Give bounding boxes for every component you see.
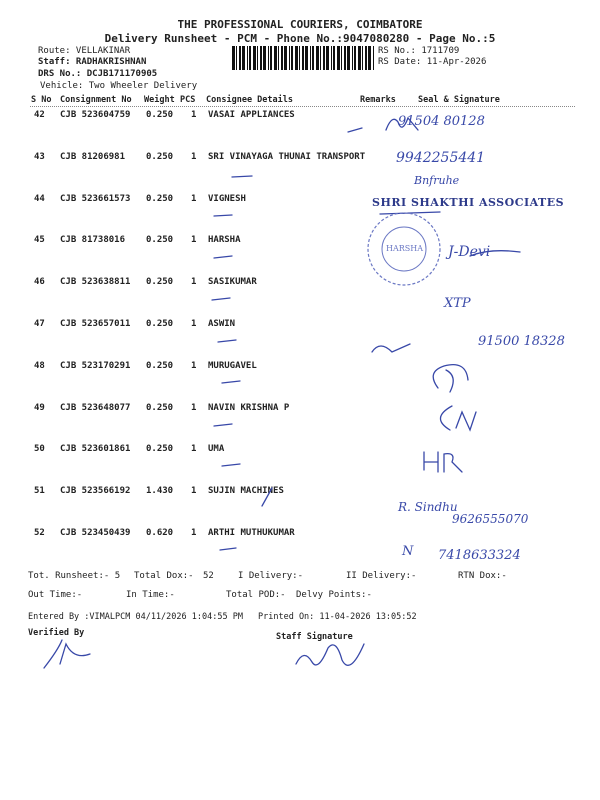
row-consignment-no: CJB 81738016 [60, 235, 126, 246]
out-time: Out Time:- [28, 590, 83, 600]
row-weight: 1.430 [146, 486, 174, 497]
row-sno: 49 [34, 402, 45, 413]
row-consignment-no: CJB 81206981 [60, 151, 126, 162]
row-consignee: MURUGAVEL [208, 360, 257, 371]
row-weight: 0.250 [146, 319, 174, 329]
handwritten-phone-47: 91500 18328 [478, 334, 565, 349]
round-stamp-45: HARSHA [386, 244, 424, 253]
route-label: Route: VELLAKINAR [38, 46, 131, 56]
total-dox-value: 52 [203, 571, 214, 581]
row-weight: 0.250 [146, 360, 174, 371]
staff-signature-label: Staff Signature [276, 632, 353, 642]
row-consignee: HARSHA [208, 235, 241, 246]
row-consignee: ARTHI MUTHUKUMAR [208, 528, 295, 538]
row-consignment-no: CJB 523648077 [60, 402, 131, 413]
handwritten-phone-52: 7418633324 [438, 548, 521, 563]
row-weight: 0.250 [146, 110, 174, 120]
row-consignee: UMA [208, 444, 225, 455]
verified-by-label: Verified By [28, 628, 85, 638]
col-header-consignment: Consignment No [60, 95, 132, 105]
total-pod: Total POD:- [226, 590, 286, 600]
col-header-seal: Seal & Signature [418, 95, 500, 105]
row-pcs: 1 [191, 110, 197, 120]
row-consignee: SASIKUMAR [208, 277, 257, 288]
col-header-remarks: Remarks [360, 95, 396, 105]
row-weight: 0.250 [146, 235, 174, 246]
handwritten-phone-42: 91504 80128 [398, 114, 485, 129]
row-sno: 50 [34, 444, 45, 455]
drs-number: DRS No.: DCJB171170905 [38, 69, 158, 79]
row-sno: 52 [34, 528, 45, 538]
row-consignee: SUJIN MACHINES [208, 486, 284, 497]
row-sno: 46 [34, 277, 45, 288]
i-delivery: I Delivery:- [238, 571, 304, 581]
row-pcs: 1 [191, 193, 197, 204]
row-consignment-no: CJB 523657011 [60, 319, 131, 329]
row-sno: 47 [34, 319, 45, 329]
row-pcs: 1 [191, 402, 197, 413]
handwritten-phone-43: 9942255441 [396, 150, 486, 166]
row-consignment-no: CJB 523601861 [60, 444, 131, 455]
row-pcs: 1 [191, 235, 197, 246]
col-header-pcs: PCS [180, 95, 196, 105]
handwritten-name-51: R. Sindhu [398, 500, 458, 514]
row-weight: 0.620 [146, 528, 174, 538]
rs-date: RS Date: 11-Apr-2026 [378, 57, 487, 67]
row-consignee: VASAI APPLIANCES [208, 110, 295, 120]
rtn-dox: RTN Dox:- [458, 571, 507, 581]
handwritten-name-43: Bnfruhe [414, 174, 460, 187]
runsheet-title: Delivery Runsheet - PCM - Phone No.:9047080280 - Page No.:5 [104, 32, 496, 45]
company-title: THE PROFESSIONAL COURIERS, COIMBATORE [177, 18, 423, 31]
row-pcs: 1 [191, 319, 197, 329]
barcode-image [232, 46, 374, 70]
row-consignment-no: CJB 523638811 [60, 277, 131, 288]
staff-label: Staff: RADHAKRISHNAN [38, 57, 147, 67]
col-header-sno: S No [31, 95, 52, 105]
row-consignment-no: CJB 523604759 [60, 110, 131, 120]
row-pcs: 1 [191, 360, 197, 371]
row-consignment-no: CJB 523566192 [60, 486, 131, 497]
handwritten-note-46: XTP [444, 296, 471, 311]
row-weight: 0.250 [146, 151, 174, 162]
ii-delivery: II Delivery:- [346, 571, 417, 581]
row-weight: 0.250 [146, 277, 174, 288]
row-sno: 45 [34, 235, 45, 246]
vehicle-label: Vehicle: Two Wheeler Delivery [40, 81, 198, 91]
delivery-points: Delvy Points:- [296, 590, 372, 600]
row-sno: 48 [34, 360, 45, 371]
row-pcs: 1 [191, 528, 197, 538]
handwritten-initial-52: N [402, 544, 414, 559]
row-sno: 43 [34, 151, 45, 162]
col-header-weight: Weight [144, 95, 175, 105]
row-sno: 51 [34, 486, 45, 497]
row-pcs: 1 [191, 486, 197, 497]
col-header-consignee: Consignee Details [206, 95, 293, 105]
row-weight: 0.250 [146, 193, 174, 204]
row-consignee: ASWIN [208, 319, 236, 329]
row-consignment-no: CJB 523450439 [60, 528, 131, 538]
row-pcs: 1 [191, 444, 197, 455]
handwritten-phone-51: 9626555070 [452, 512, 529, 526]
total-dox-label: Total Dox:- [134, 571, 194, 581]
header-divider [30, 106, 575, 107]
entered-by: Entered By :VIMALPCM 04/11/2026 1:04:55 PM [28, 612, 243, 622]
row-weight: 0.250 [146, 402, 174, 413]
stamp-text-44: SHRI SHAKTHI ASSOCIATES [372, 196, 565, 209]
printed-on: Printed On: 11-04-2026 13:05:52 [258, 612, 417, 622]
in-time: In Time:- [126, 590, 175, 600]
row-sno: 42 [34, 110, 45, 120]
row-weight: 0.250 [146, 444, 174, 455]
row-consignee: SRI VINAYAGA THUNAI TRANSPORT [208, 151, 366, 162]
row-consignment-no: CJB 523170291 [60, 360, 131, 371]
row-sno: 44 [34, 193, 45, 204]
row-consignee: VIGNESH [208, 193, 246, 204]
row-pcs: 1 [191, 151, 197, 162]
row-consignment-no: CJB 523661573 [60, 193, 131, 204]
row-consignee: NAVIN KRISHNA P [208, 402, 290, 413]
rs-number: RS No.: 1711709 [378, 46, 460, 56]
row-pcs: 1 [191, 277, 197, 288]
total-runsheet: Tot. Runsheet:- 5 [28, 571, 121, 581]
handwritten-name-45: J-Devi [448, 244, 491, 260]
